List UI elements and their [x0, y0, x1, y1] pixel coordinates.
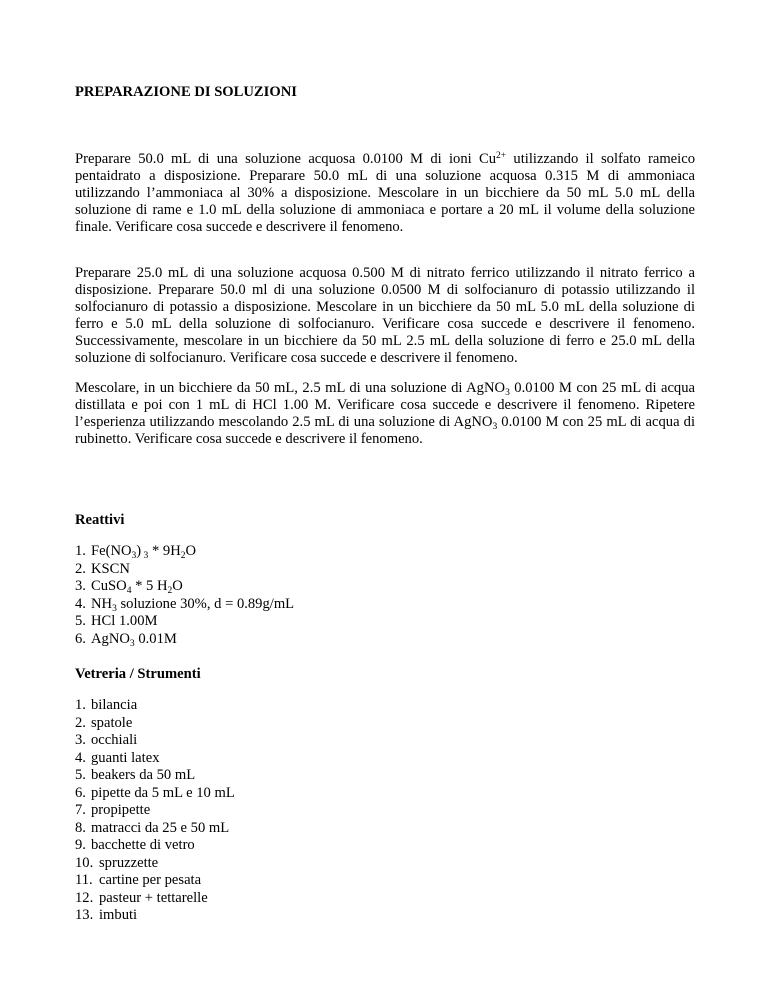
subscript: 2 — [167, 586, 173, 596]
list-item-text: bilancia — [91, 697, 138, 713]
list-item-text: AgNO$_3$ 0.01M — [91, 630, 177, 649]
list-item-text: propipette — [91, 802, 151, 818]
list-item-text: pasteur + tettarelle — [99, 889, 208, 906]
list-item-text: spatole — [91, 714, 133, 731]
list-item-text: $NH_3$ soluzione 30%, d = 0.89g/mL — [91, 595, 295, 614]
list-item-number: 2. — [75, 714, 86, 731]
list-item-text: KSCN — [91, 560, 130, 577]
paragraph-copper-ammonia: Preparare 50.0 mL di una soluzione acquosa 0.0100 M di ioni $Cu^{2+}$ utilizzando il solfato rameico pentaidrato a disposizione. Preparare 50.0 mL di una soluzione acquosa 0.315 M di ammoniaca utilizzando l’ammoniaca al 30% a disposizione. Mescolare in un bicchiere da 50 mL 5.0 mL della soluzione di rame e 1.0 mL della soluzione di ammoniaca e portare a 20 mL il volume della soluzione finale. Verificare cosa succede e descrivere il fenomeno. — [75, 151, 695, 235]
subscript: 3 — [112, 603, 117, 614]
page-title: PREPARAZIONE DI SOLUZIONI — [75, 84, 297, 100]
list-item-text: guanti latex — [91, 749, 160, 766]
paragraph-iron-thiocyanate: Preparare 25.0 mL di una soluzione acquosa 0.500 M di nitrato ferrico utilizzando il nitrato ferrico a disposizione. Preparare 50.0 ml di una soluzione 0.0500 M di solfocianuro di potassio utilizzando il solfocianuro di potassio a disposizione. Mescolare in un bicchiere da 50 mL 5.0 mL della soluzione di ferro e 5.0 mL della soluzione di solfocianuro. Verificare cosa succede e descrivere il fenomeno. Successivamente, mescolare in un bicchiere da 50 mL 2.5 mL della soluzione di ferro e 25.0 mL della soluzione di solfocianuro. Verificare cosa succede e descrivere il fenomeno. — [75, 265, 695, 366]
list-item-number: 4. — [75, 749, 86, 766]
subscript: 3 — [492, 422, 498, 432]
equipment-heading: Vetreria / Strumenti — [75, 666, 201, 682]
list-item-number: 4. — [75, 595, 86, 612]
list-item-number: 3. — [75, 578, 86, 594]
list-item-text: bacchette di vetro — [91, 837, 195, 853]
list-item-text: matracci da 25 e 50 mL — [91, 819, 230, 836]
list-item-number: 2. — [75, 560, 86, 577]
list-item-number: 8. — [75, 819, 86, 836]
list-item-number: 10. — [75, 854, 94, 871]
superscript: 2+ — [496, 151, 507, 161]
list-item-number: 13. — [75, 907, 94, 923]
list-item-text: beakers da 50 mL — [91, 767, 196, 783]
list-item-text: spruzzette — [99, 854, 159, 871]
list-item-text: cartine per pesata — [99, 872, 202, 888]
subscript: 3 — [505, 388, 510, 398]
list-item-number: 7. — [75, 802, 86, 818]
subscript: 3 — [129, 638, 135, 649]
list-item-text: occhiali — [91, 732, 138, 748]
list-item-text: pipette da 5 mL e 10 mL — [91, 784, 235, 801]
list-item-number: 5. — [75, 613, 86, 629]
list-item-number: 1. — [75, 543, 86, 559]
reagents-heading: Reattivi — [75, 512, 125, 528]
list-item-text: HCl 1.00M — [91, 613, 158, 629]
list-item-number: 11. — [75, 872, 93, 888]
list-item-text: imbuti — [99, 907, 138, 923]
subscript: 3 — [131, 551, 137, 561]
subscript: 4 — [126, 586, 132, 596]
subscript: 2 — [180, 551, 186, 561]
list-item-number: 6. — [75, 784, 86, 801]
list-item-number: 3. — [75, 732, 86, 748]
list-item-number: 12. — [75, 889, 94, 906]
list-item-number: 1. — [75, 697, 86, 713]
paragraph-silver-chloride: Mescolare, in un bicchiere da 50 mL, 2.5 mL di una soluzione di AgNO$_3$ 0.0100 M con 25 mL di acqua distillata e poi con 1 mL di HCl 1.00 M. Verificare cosa succede e descrivere il fenomeno. Ripetere l’esperienza utilizzando mescolando 2.5 mL di una soluzione di AgNO$_3$ 0.0100 M con 25 mL di acqua di rubinetto. Verificare cosa succede e descrivere il fenomeno. — [75, 380, 695, 447]
list-item-number: 9. — [75, 837, 86, 853]
subscript: 3 — [141, 551, 149, 561]
list-item-text: CuSO$_4$ * 5 $H_2O$ — [91, 578, 183, 596]
list-item-text: $Fe(NO_3)$ $_3 * 9H_2O$ — [91, 543, 197, 561]
list-item-number: 6. — [75, 630, 86, 647]
list-item-number: 5. — [75, 767, 86, 783]
